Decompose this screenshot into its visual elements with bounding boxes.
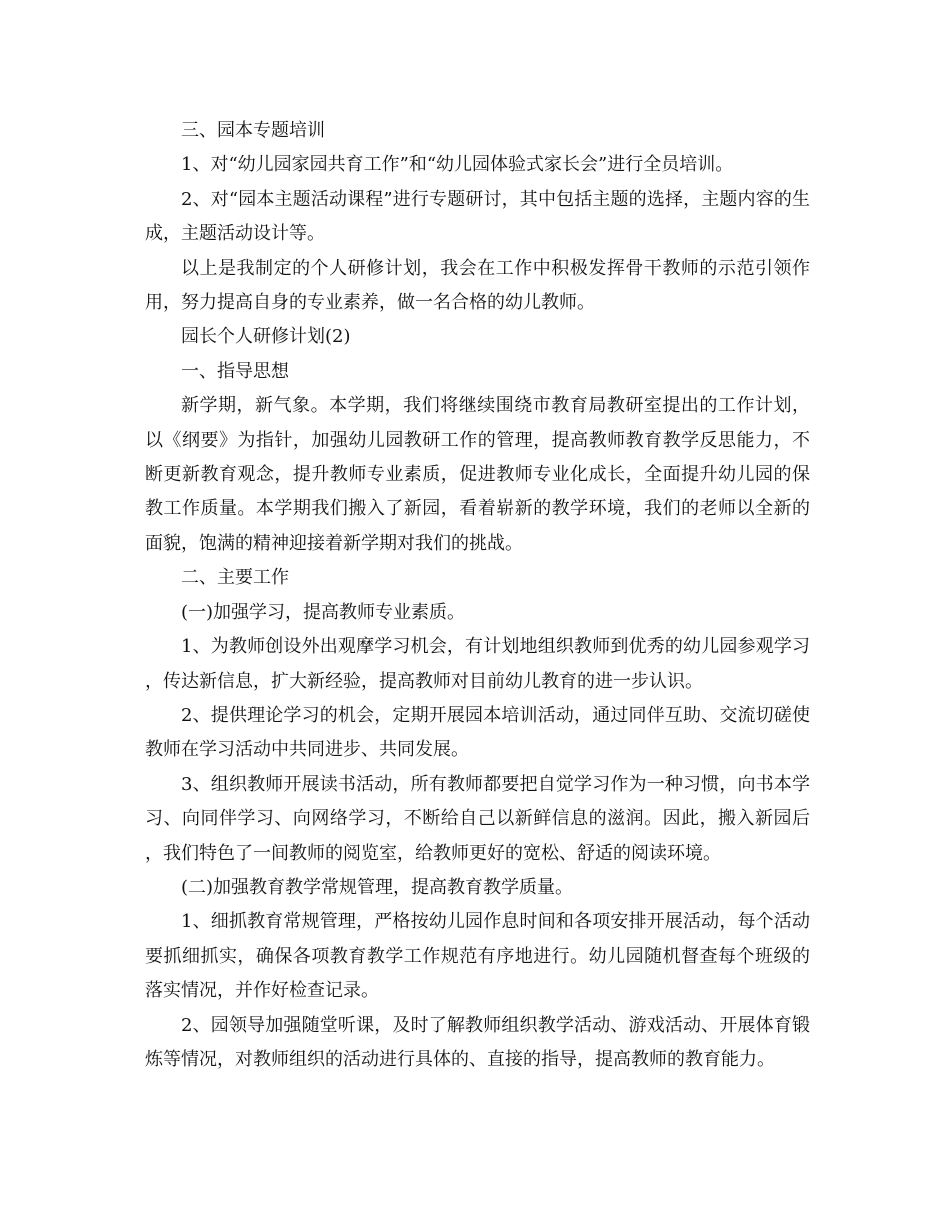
paragraph-body: 新学期，新气象。本学期，我们将继续围绕市教育局教研室提出的工作计划，以《纲要》为指针，加强幼儿园教研工作的管理，提高教师教育教学反思能力，不断更新教育观念，提升教师专业素质，促进教师专业化成长，全面提升幼儿园的保教工作质量。本学期我们搬入了新园，看着崭新的教学环境，我们的老师以全新的面貌，饱满的精神迎接着新学期对我们的挑战。 [145,395,810,554]
paragraph-item: 2、提供理论学习的机会，定期开展园本培训活动，通过同伴互助、交流切磋使教师在学习活动中共同进步、共同发展。 [145,704,810,761]
paragraph-item: 1、对“幼儿园家园共育工作”和“幼儿园体验式家长会”进行全员培训。 [181,154,734,176]
paragraph-item: 1、细抓教育常规管理，严格按幼儿园作息时间和各项安排开展活动，每个活动要抓细抓实，确保各项教育教学工作规范有序地进行。幼儿园随机督查每个班级的落实情况，并作好检查记录。 [145,911,810,1002]
section-heading-guiding-thought: 一、指导思想 [181,360,289,382]
paragraph-item: 3、组织教师开展读书活动，所有教师都要把自觉学习作为一种习惯，向书本学习、向同伴学习、向网络学习，不断给自己以新鲜信息的滋润。因此，搬入新园后，我们特色了一间教师的阅览室，给教师更好的宽松、舒适的阅读环境。 [145,773,810,864]
paragraph-item: 2、园领导加强随堂听课，及时了解教师组织教学活动、游戏活动、开展体育锻炼等情况，对教师组织的活动进行具体的、直接的指导，提高教师的教育能力。 [145,1014,810,1070]
paragraph-item: 2、对“园本主题活动课程”进行专题研讨，其中包括主题的选择，主题内容的生成，主题活动设计等。 [145,188,810,245]
section-heading-main-work: 二、主要工作 [181,567,289,589]
paragraph-item: 1、为教师创设外出观摩学习机会，有计划地组织教师到优秀的幼儿园参观学习，传达新信息，扩大新经验，提高教师对目前幼儿教育的进一步认识。 [145,636,810,692]
document-subtitle: 园长个人研修计划(2) [181,326,351,348]
section-heading-training: 三、园本专题培训 [181,120,325,141]
document-page [145,114,810,1077]
subsection-heading-study: (一)加强学习，提高教师专业素质。 [181,601,466,623]
subsection-heading-management: (二)加强教育教学常规管理，提高教育教学质量。 [181,876,574,898]
paragraph-summary: 以上是我制定的个人研修计划，我会在工作中积极发挥骨干教师的示范引领作用，努力提高自身的专业素养，做一名合格的幼儿教师。 [145,257,810,314]
